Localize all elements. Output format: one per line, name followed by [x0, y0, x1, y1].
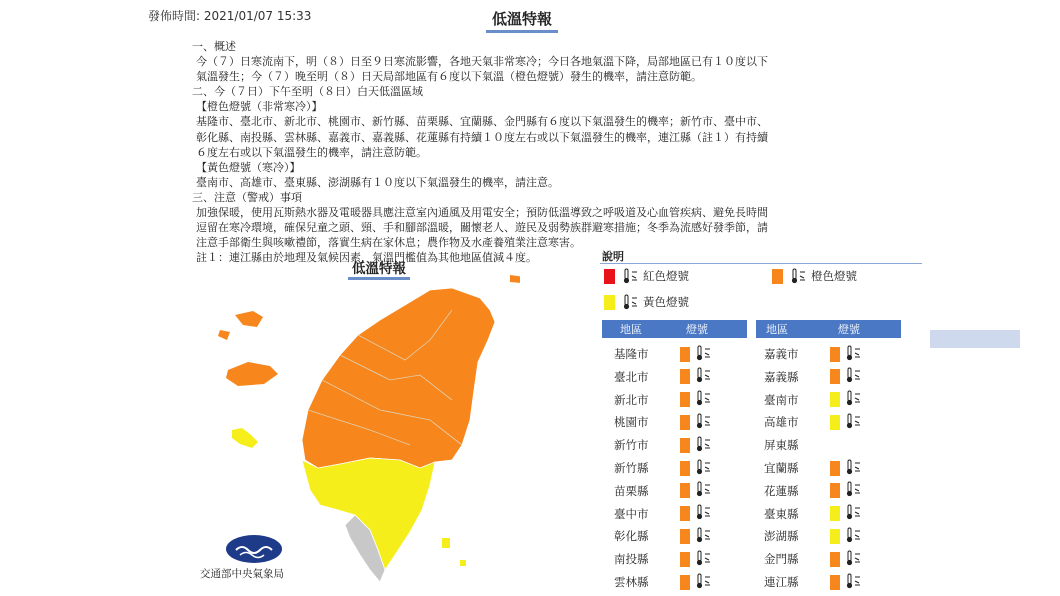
region-name: 嘉義市	[764, 347, 799, 361]
table-row	[614, 572, 712, 592]
legend-yellow-label: 黃色燈號	[643, 295, 689, 309]
table-row	[764, 367, 862, 387]
region-penghu	[232, 428, 258, 448]
thermometer-icon	[844, 413, 862, 432]
orange-swatch	[680, 415, 690, 430]
thermometer-icon	[694, 550, 712, 569]
advisory-line: 彰化縣、南投縣、雲林縣、嘉義市、嘉義縣、花蓮縣有持續１０度左右或以下氣溫發生的機率，連江縣（註１）有持續	[196, 130, 768, 144]
legend-red	[604, 268, 689, 284]
legend-orange-label: 橙色燈號	[811, 269, 857, 283]
advisory-line: 註１：連江縣由於地理及氣候因素，氣溫門檻值為其他地區值減４度。	[196, 251, 537, 265]
red-swatch	[604, 269, 615, 284]
region-name: 新竹縣	[614, 461, 649, 475]
orange-swatch	[680, 575, 690, 590]
advisory-line: 氣溫發生；今（７）晚至明（８）日天局部地區有６度以下氣溫（橙色燈號）發生的機率，請注意防範。	[196, 70, 702, 84]
advisory-line: 加強保暖，使用瓦斯熱水器及電暖器具應注意室內通風及用電安全；預防低溫導致之呼吸道及心血管疾病、避免長時間	[196, 206, 768, 220]
region-matsu	[510, 275, 520, 283]
orange-swatch	[680, 529, 690, 544]
region-name: 連江縣	[764, 575, 799, 589]
region-name: 臺北市	[614, 369, 649, 384]
region-name: 金門縣	[764, 552, 799, 567]
thermometer-icon	[694, 459, 712, 478]
advisory-line: 【橙色燈號（非常寒冷）】	[196, 100, 323, 114]
table-row	[764, 549, 862, 569]
legend-title: 說明	[602, 250, 624, 263]
col-signal: 燈號	[686, 323, 708, 336]
thermometer-icon	[789, 268, 807, 284]
yellow-swatch	[830, 506, 840, 521]
table-row	[614, 390, 712, 410]
region-name: 嘉義縣	[764, 369, 799, 384]
orange-swatch	[680, 438, 690, 453]
legend-red-label: 紅色燈號	[643, 269, 689, 283]
thermometer-icon	[694, 367, 712, 386]
orange-swatch	[772, 269, 783, 284]
table-row	[614, 367, 712, 387]
region-kinmen	[235, 311, 263, 327]
advisory-line: 注意手部衛生與咳嗽禮節，落實生病在家休息；農作物及水產養殖業注意寒害。	[196, 236, 581, 250]
thermometer-icon	[621, 268, 639, 284]
agency-name: 交通部中央氣象局	[200, 568, 284, 580]
background-bar	[930, 330, 1020, 348]
table-row	[764, 344, 862, 364]
yellow-swatch	[830, 529, 840, 544]
region-name: 彰化縣	[614, 529, 649, 544]
thermometer-icon	[844, 459, 862, 478]
thermometer-icon	[844, 345, 862, 364]
table-row	[764, 526, 862, 546]
col-signal: 燈號	[838, 323, 860, 336]
table-header-left	[602, 320, 747, 338]
map-title: 低溫特報	[348, 257, 410, 280]
thermometer-icon	[694, 413, 712, 432]
advisory-line: 三、注意（警戒）事項	[192, 190, 302, 204]
region-name: 桃園市	[614, 415, 649, 430]
orange-swatch	[830, 575, 840, 590]
table-row	[764, 572, 862, 592]
orange-swatch	[680, 506, 690, 521]
region-name: 高雄市	[764, 415, 799, 430]
orange-swatch	[830, 483, 840, 498]
advisory-text	[192, 39, 866, 265]
region-name: 新竹市	[614, 438, 649, 453]
orange-swatch	[680, 461, 690, 476]
region-name: 南投縣	[614, 552, 649, 567]
table-row	[764, 504, 862, 524]
thermometer-icon	[844, 573, 862, 592]
thermometer-icon	[844, 550, 862, 569]
orange-swatch	[830, 347, 840, 362]
region-name: 新北市	[614, 392, 649, 407]
table-row	[614, 481, 712, 501]
orange-swatch	[680, 392, 690, 407]
col-region: 地區	[620, 323, 642, 336]
cwb-logo	[224, 534, 284, 564]
advisory-line: 逗留在寒冷環境，確保兒童之頭、頸、手和腳部溫暖，關懷老人、遊民及弱勢族群避寒措施；冬季為流感好發季節，請	[196, 221, 768, 235]
thermometer-icon	[844, 481, 862, 500]
advisory-line: 臺南市、高雄市、臺東縣、澎湖縣有１０度以下氣溫發生的機率，請注意。	[196, 175, 559, 189]
yellow-swatch	[830, 415, 840, 430]
thermometer-icon	[844, 527, 862, 546]
thermometer-icon	[694, 481, 712, 500]
orange-swatch	[830, 461, 840, 476]
thermometer-icon	[844, 390, 862, 409]
region-name: 臺中市	[614, 506, 649, 521]
table-row	[614, 549, 712, 569]
thermometer-icon	[694, 504, 712, 523]
page-title: 低溫特報	[486, 8, 558, 33]
thermometer-icon	[844, 367, 862, 386]
legend-orange	[772, 268, 857, 284]
thermometer-icon	[621, 294, 639, 310]
region-name: 屏東縣	[764, 438, 799, 453]
advisory-line: 【黃色燈號（寒冷）】	[196, 160, 301, 174]
orange-swatch	[680, 483, 690, 498]
orange-swatch	[830, 369, 840, 384]
legend-yellow	[604, 294, 689, 310]
table-row	[614, 458, 712, 478]
thermometer-icon	[694, 345, 712, 364]
advisory-line: 今（７）日寒流南下，明（８）日至９日寒流影響，各地天氣非常寒冷；今日各地氣溫下降，局部地區已有１０度以下	[196, 55, 768, 69]
table-row	[764, 412, 862, 432]
region-name: 花蓮縣	[764, 483, 799, 498]
publish-time: 發佈時間: 2021/01/07 15:33	[148, 9, 312, 23]
region-name: 澎湖縣	[764, 529, 799, 544]
region-name: 基隆市	[614, 347, 649, 361]
advisory-line: 二、今（７日）下午至明（８日）白天低溫區域	[192, 85, 423, 99]
region-name: 宜蘭縣	[764, 461, 799, 475]
region-name: 臺南市	[764, 392, 799, 407]
table-row	[764, 481, 862, 501]
yellow-swatch	[830, 392, 840, 407]
thermometer-icon	[694, 436, 712, 455]
thermometer-icon	[694, 527, 712, 546]
orange-swatch	[830, 552, 840, 567]
table-row	[614, 526, 712, 546]
table-row	[764, 390, 862, 410]
region-name: 雲林縣	[614, 575, 649, 589]
thermometer-icon	[694, 573, 712, 592]
region-name: 臺東縣	[764, 506, 799, 521]
table-row	[614, 435, 712, 455]
region-name: 苗栗縣	[614, 483, 649, 498]
table-row	[614, 412, 712, 432]
yellow-swatch	[604, 295, 615, 310]
col-region: 地區	[766, 323, 788, 336]
table-row	[614, 344, 712, 364]
advisory-line: 基隆市、臺北市、新北市、桃園市、新竹縣、苗栗縣、宜蘭縣、金門縣有６度以下氣溫發生的機率；新竹市、臺中市、	[196, 115, 768, 129]
table-row	[764, 435, 830, 455]
thermometer-icon	[694, 390, 712, 409]
orange-swatch	[680, 369, 690, 384]
table-header-right	[756, 320, 901, 338]
table-row	[614, 504, 712, 524]
legend-divider	[600, 263, 922, 264]
orange-swatch	[680, 552, 690, 567]
advisory-line: ６度左右或以下氣溫發生的機率，請注意防範。	[196, 145, 427, 159]
table-row	[764, 458, 862, 478]
thermometer-icon	[844, 504, 862, 523]
advisory-line: 一、概述	[192, 40, 236, 53]
orange-swatch	[680, 347, 690, 362]
